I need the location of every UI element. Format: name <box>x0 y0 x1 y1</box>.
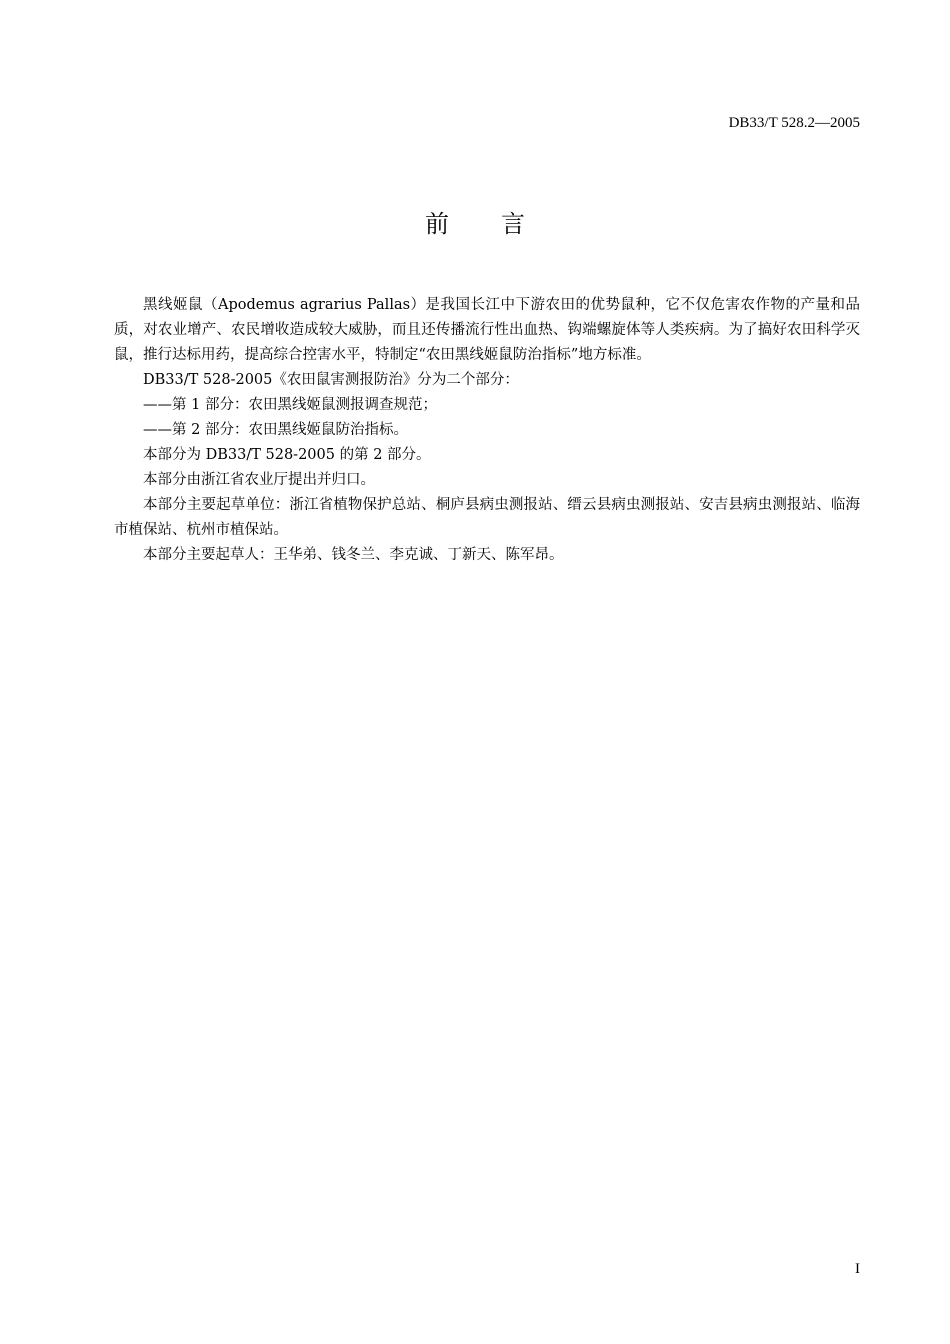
paragraph-drafting-units: 本部分主要起草单位：浙江省植物保护总站、桐庐县病虫测报站、缙云县病虫测报站、安吉县病虫测报站、临海市植保站、杭州市植保站。 <box>114 497 860 538</box>
page-number: I <box>855 1261 860 1277</box>
paragraph-this-part: 本部分为 DB33/T 528-2005 的第 2 部分。 <box>143 447 431 463</box>
paragraph-part-1: ——第 1 部分：农田黑线姬鼠测报调查规范； <box>143 397 437 413</box>
paragraph-intro: 黑线姬鼠（Apodemus agrarius Pallas）是我国长江中下游农田的优势鼠种，它不仅危害农作物的产量和品质，对农业增产、农民增收造成较大威胁，而且还传播流行性出血热、钩端螺旋体等人类疾病。为了搞好农田科学灭鼠，推行达标用药，提高综合控害水平，特制定“农田黑线姬鼠防治指标”地方标准。 <box>114 297 860 363</box>
paragraph-drafters: 本部分主要起草人：王华弟、钱冬兰、李克诚、丁新天、陈军昂。 <box>143 547 564 563</box>
paragraph-proposer: 本部分由浙江省农业厅提出并归口。 <box>143 472 375 488</box>
title-char-1: 前 <box>425 210 449 238</box>
standard-code: DB33/T 528.2—2005 <box>728 115 860 131</box>
title-char-2: 言 <box>501 210 525 238</box>
page-title <box>0 208 950 240</box>
foreword-body <box>114 293 860 568</box>
paragraph-parts: DB33/T 528-2005《农田鼠害测报防治》分为二个部分： <box>143 372 519 388</box>
paragraph-part-2: ——第 2 部分：农田黑线姬鼠防治指标。 <box>143 422 408 438</box>
